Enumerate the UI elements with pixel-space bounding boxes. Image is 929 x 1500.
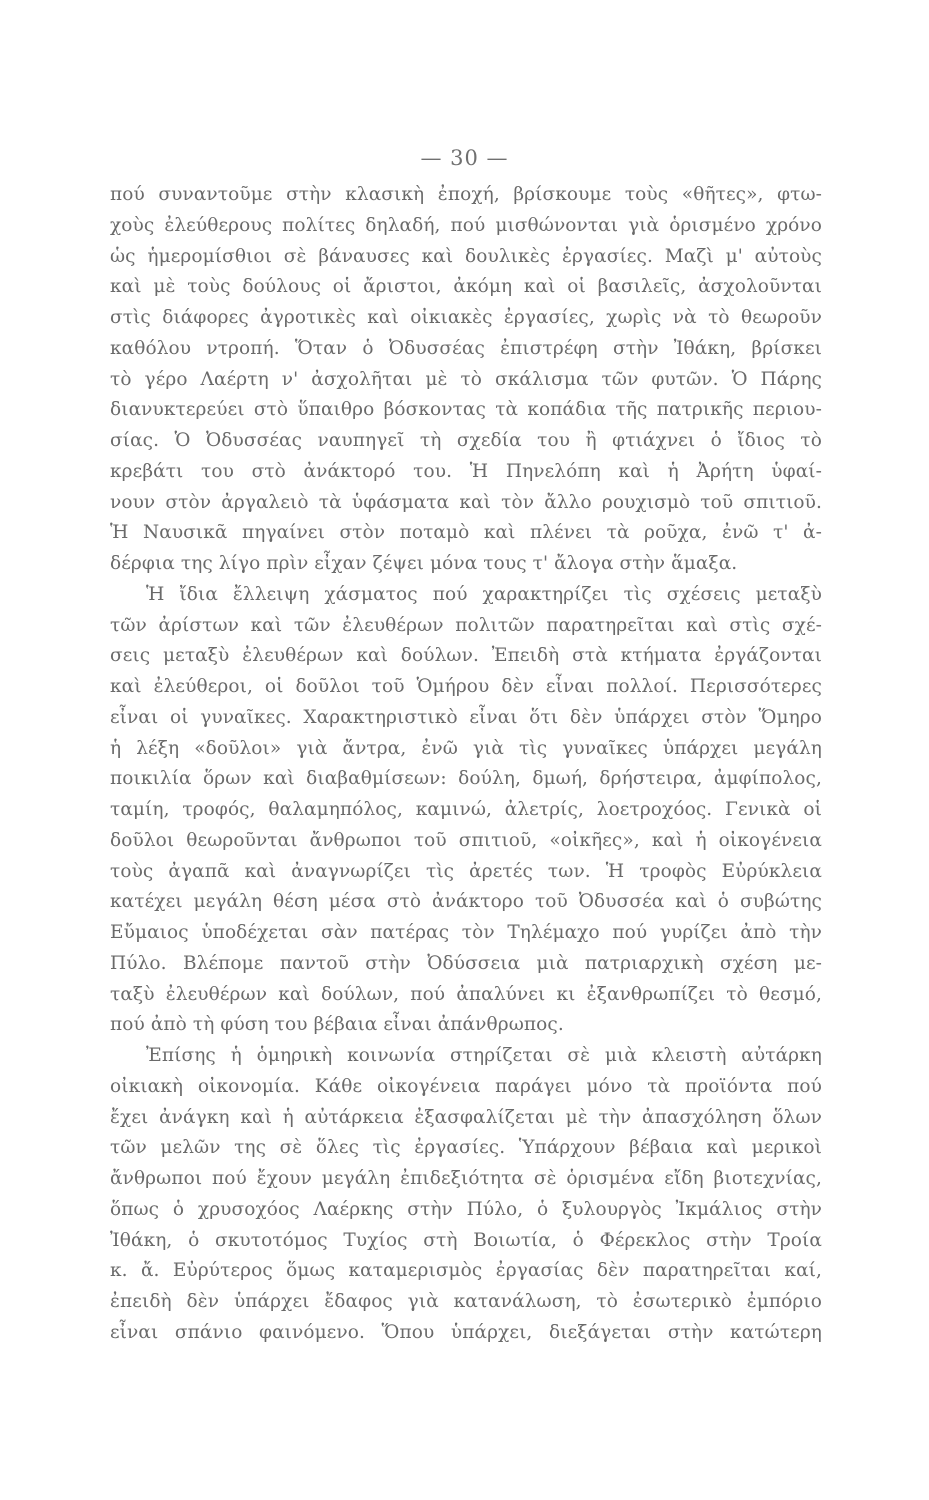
text-line: ἔχει ἀνάγκη καὶ ἡ αὐτάρκεια ἐξασφαλίζεται μὲ τὴν ἀπασχόληση ὅλων bbox=[110, 1106, 822, 1128]
text-line: Ἐπίσης ἡ ὁμηρικὴ κοινωνία στηρίζεται σὲ μιὰ κλειστὴ αὐτάρκη bbox=[146, 1045, 822, 1066]
text-line: ὡς ἡμερομίσθιοι σὲ βάναυσες καὶ δουλικὲς ἐργασίες. Μαζὶ μ' αὐτοὺς bbox=[110, 245, 822, 267]
text-line: τὸ γέρο Λαέρτη ν' ἀσχολῆται μὲ τὸ σκάλισμα τῶν φυτῶν. Ὁ Πάρης bbox=[110, 368, 822, 390]
text-line: στὶς διάφορες ἀγροτικὲς καὶ οἰκιακὲς ἐργασίες, χωρὶς νὰ τὸ θεωροῦν bbox=[110, 307, 822, 328]
text-line: Πύλο. Βλέπομε παντοῦ στὴν Ὀδύσσεια μιὰ πατριαρχικὴ σχέση με- bbox=[110, 952, 822, 974]
text-line: κ. ἄ. Εὐρύτερος ὅμως καταμερισμὸς ἐργασίας δὲν παρατηρεῖται καί, bbox=[110, 1260, 822, 1282]
text-line: ἡ λέξη «δοῦλοι» γιὰ ἄντρα, ἐνῶ γιὰ τὶς γυναῖκες ὑπάρχει μεγάλη bbox=[110, 737, 822, 759]
text-line: κατέχει μεγάλη θέση μέσα στὸ ἀνάκτορο τοῦ Ὀδυσσέα καὶ ὁ συβώτης bbox=[110, 891, 822, 913]
text-line: ποικιλία ὅρων καὶ διαβαθμίσεων: δούλη, δμωή, δρήστειρα, ἀμφίπολος, bbox=[110, 768, 822, 790]
text-line: νουν στὸν ἀργαλειὸ τὰ ὑφάσματα καὶ τὸν ἄλλο ρουχισμὸ τοῦ σπιτιοῦ. bbox=[110, 491, 822, 513]
body-text bbox=[110, 180, 822, 1349]
text-line: πού συναντοῦμε στὴν κλασικὴ ἐποχή, βρίσκουμε τοὺς «θῆτες», φτω- bbox=[110, 184, 822, 205]
text-line: καὶ ἐλεύθεροι, οἱ δοῦλοι τοῦ Ὁμήρου δὲν εἶναι πολλοί. Περισσότερες bbox=[110, 676, 822, 697]
text-line: εἶναι σπάνιο φαινόμενο. Ὅπου ὑπάρχει, διεξάγεται στὴν κατώτερη bbox=[110, 1321, 822, 1343]
text-line: ἐπειδὴ δὲν ὑπάρχει ἔδαφος γιὰ κατανάλωση, τὸ ἐσωτερικὸ ἐμπόριο bbox=[110, 1291, 822, 1312]
text-line: πού ἀπὸ τὴ φύση του βέβαια εἶναι ἀπάνθρωπος. bbox=[110, 1014, 564, 1036]
text-line: Ἡ Ναυσικᾶ πηγαίνει στὸν ποταμὸ καὶ πλένει τὰ ροῦχα, ἐνῶ τ' ἀ- bbox=[110, 522, 822, 544]
text-line: ταξὺ ἐλευθέρων καὶ δούλων, πού ἀπαλύνει κι ἐξανθρωπίζει τὸ θεσμό, bbox=[110, 983, 822, 1005]
text-line: δοῦλοι θεωροῦνται ἄνθρωποι τοῦ σπιτιοῦ, «οἰκῆες», καὶ ἡ οἰκογένεια bbox=[110, 829, 822, 851]
text-line: ὅπως ὁ χρυσοχόος Λαέρκης στὴν Πύλο, ὁ ξυλουργὸς Ἰκμάλιος στὴν bbox=[110, 1198, 822, 1220]
text-line: Ἡ ἴδια ἔλλειψη χάσματος πού χαρακτηρίζει τὶς σχέσεις μεταξὺ bbox=[146, 583, 822, 605]
text-line: ἄνθρωποι πού ἔχουν μεγάλη ἐπιδεξιότητα σὲ ὁρισμένα εἴδη βιοτεχνίας, bbox=[110, 1168, 822, 1189]
text-line: Εὔμαιος ὑποδέχεται σὰν πατέρας τὸν Τηλέμαχο πού γυρίζει ἀπὸ τὴν bbox=[110, 922, 822, 943]
text-line: κρεβάτι του στὸ ἀνάκτορό του. Ἡ Πηνελόπη καὶ ἡ Ἀρήτη ὑφαί- bbox=[110, 460, 822, 482]
text-line: χοὺς ἐλεύθερους πολίτες δηλαδή, πού μισθώνονται γιὰ ὁρισμένο χρόνο bbox=[110, 214, 822, 236]
text-line: Ἰθάκη, ὁ σκυτοτόμος Τυχίος στὴ Βοιωτία, ὁ Φέρεκλος στὴν Τροία bbox=[110, 1229, 822, 1251]
text-line: εἶναι οἱ γυναῖκες. Χαρακτηριστικὸ εἶναι ὅτι δὲν ὑπάρχει στὸν Ὅμηρο bbox=[110, 706, 822, 728]
text-line: σίας. Ὁ Ὀδυσσέας ναυπηγεῖ τὴ σχεδία του ἢ φτιάχνει ὁ ἴδιος τὸ bbox=[110, 430, 822, 451]
text-line: καθόλου ντροπή. Ὅταν ὁ Ὀδυσσέας ἐπιστρέφη στὴν Ἰθάκη, βρίσκει bbox=[110, 337, 822, 359]
text-line: τῶν ἀρίστων καὶ τῶν ἐλευθέρων πολιτῶν παρατηρεῖται καὶ στὶς σχέ- bbox=[110, 614, 822, 636]
text-line: τοὺς ἀγαπᾶ καὶ ἀναγνωρίζει τὶς ἀρετές των. Ἡ τροφὸς Εὐρύκλεια bbox=[110, 860, 822, 882]
page-number: — 30 — bbox=[420, 146, 509, 170]
text-line: τῶν μελῶν της σὲ ὅλες τὶς ἐργασίες. Ὑπάρχουν βέβαια καὶ μερικοὶ bbox=[110, 1137, 822, 1159]
text-line: σεις μεταξὺ ἐλευθέρων καὶ δούλων. Ἐπειδὴ στὰ κτήματα ἐργάζονται bbox=[110, 645, 822, 667]
text-line: ταμίη, τροφός, θαλαμηπόλος, καμινώ, ἀλετρίς, λοετροχόος. Γενικὰ οἱ bbox=[110, 799, 822, 820]
text-line: δέρφια της λίγο πρὶν εἶχαν ζέψει μόνα τους τ' ἄλογα στὴν ἅμαξα. bbox=[110, 553, 738, 574]
text-line: οἰκιακὴ οἰκονομία. Κάθε οἰκογένεια παράγει μόνο τὰ προϊόντα πού bbox=[110, 1075, 822, 1097]
text-line: καὶ μὲ τοὺς δούλους οἱ ἄριστοι, ἀκόμη καὶ οἱ βασιλεῖς, ἀσχολοῦνται bbox=[110, 276, 822, 298]
text-line: διανυκτερεύει στὸ ὕπαιθρο βόσκοντας τὰ κοπάδια τῆς πατρικῆς περιου- bbox=[110, 399, 822, 421]
